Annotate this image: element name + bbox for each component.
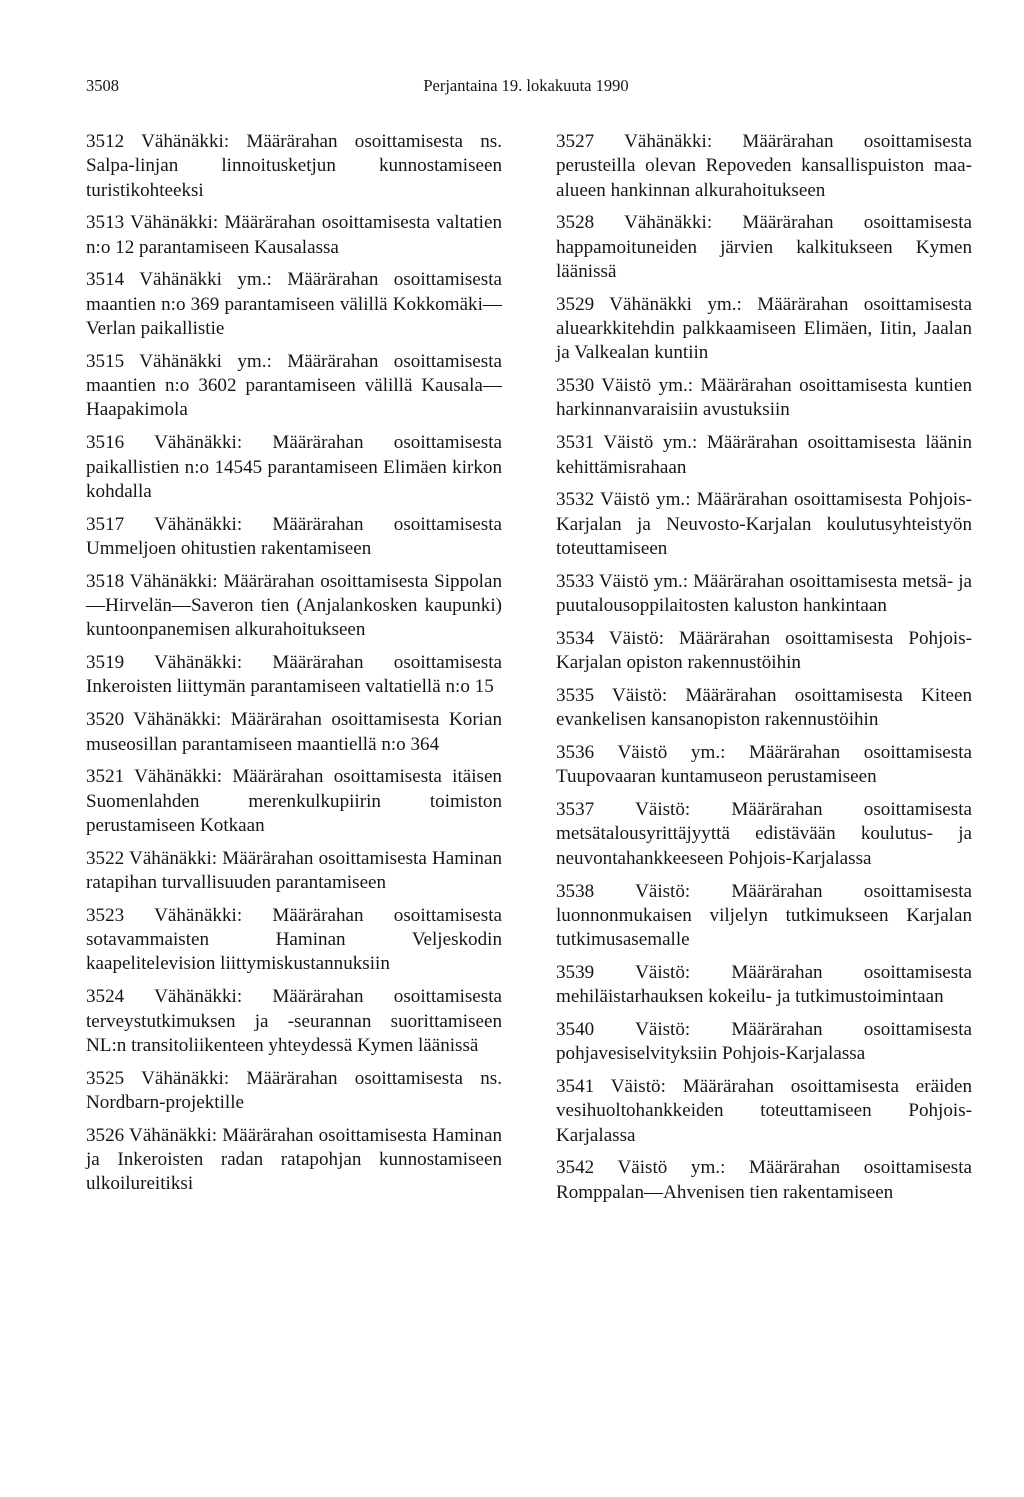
motion-number: 3512	[86, 131, 125, 152]
motion-text: Väistö ym.: Määrärahan osoittamisesta metsä- ja puutalousoppilaitosten kaluston hankintaan	[556, 570, 972, 617]
motion-number: 3534	[556, 627, 595, 649]
motion-entry	[556, 961, 972, 1010]
motion-number: 3535	[556, 684, 595, 706]
motion-text: Vähänäkki: Määrärahan osoittamisesta perusteilla olevan Repoveden kansallispuiston maa-alueen hankinnan alkurahoitukseen	[556, 131, 972, 201]
left-column	[86, 130, 502, 1205]
motion-text: Väistö: Määrärahan osoittamisesta pohjavesiselvityksiin Pohjois-Karjalassa	[556, 1019, 972, 1065]
motion-text: Väistö: Määrärahan osoittamisesta luonnonmukaisen viljelyn tutkimukseen Karjalan tutkimusasemalle	[556, 880, 972, 951]
motion-text: Vähänäkki: Määrärahan osoittamisesta itäisen Suomenlahden merenkulkupiirin toimiston perustamiseen Kotkaan	[86, 766, 502, 836]
motion-number: 3516	[86, 432, 125, 454]
motion-entry	[86, 268, 502, 341]
motion-entry	[556, 570, 972, 619]
motion-entry	[86, 708, 502, 757]
motion-text: Väistö ym.: Määrärahan osoittamisesta Tuupovaaran kuntamuseon perustamiseen	[556, 742, 972, 788]
motion-entry	[556, 684, 972, 733]
motion-entry	[86, 350, 502, 423]
motion-text: Väistö: Määrärahan osoittamisesta Kiteen evankelisen kansanopiston rakennustöihin	[556, 684, 972, 731]
motion-entry	[86, 211, 502, 260]
motion-number: 3513	[86, 212, 125, 234]
motion-number: 3538	[556, 880, 595, 902]
motion-entry	[86, 651, 502, 700]
motion-number: 3519	[86, 652, 125, 674]
motion-text: Vähänäkki: Määrärahan osoittamisesta happamoituneiden järvien kalkitukseen Kymen läänissä	[556, 212, 972, 282]
motion-entry	[86, 570, 502, 643]
motion-number: 3524	[86, 986, 125, 1008]
motion-text: Väistö ym.: Määrärahan osoittamisesta Romppalan—Ahvenisen tien rakentamiseen	[556, 1157, 972, 1203]
motion-entry	[86, 130, 502, 203]
motion-text: Vähänäkki ym.: Määrärahan osoittamisesta maantien n:o 3602 parantamiseen välillä Kausala—Haapakimola	[86, 350, 502, 421]
motion-entry	[556, 130, 972, 203]
motion-entry	[556, 741, 972, 790]
motion-entry	[86, 1124, 502, 1197]
motion-text: Väistö ym.: Määrärahan osoittamisesta Pohjois-Karjalan ja Neuvosto-Karjalan koulutusyhteistyön toteuttamiseen	[556, 489, 972, 559]
motion-text: Vähänäkki: Määrärahan osoittamisesta valtatien n:o 12 parantamiseen Kausalassa	[86, 212, 502, 258]
motion-number: 3530	[556, 375, 595, 397]
motion-text: Vähänäkki ym.: Määrärahan osoittamisesta maantien n:o 369 parantamiseen välillä Kokkomäki—Verlan paikallistie	[86, 269, 502, 340]
motion-number: 3537	[556, 799, 595, 821]
motion-number: 3515	[86, 350, 125, 372]
motion-text: Vähänäkki: Määrärahan osoittamisesta terveystutkimuksen ja -seurannan suorittamiseen NL:n transitoliikenteen yhteydessä Kymen läänissä	[86, 986, 502, 1056]
motion-entry	[86, 904, 502, 977]
motion-entry	[556, 1156, 972, 1205]
motion-number: 3527	[556, 131, 595, 152]
motion-text: Väistö ym.: Määrärahan osoittamisesta läänin kehittämisrahaan	[556, 432, 973, 478]
motion-number: 3533	[556, 570, 595, 592]
motion-number: 3517	[86, 513, 125, 535]
motion-entry	[86, 431, 502, 504]
motion-number: 3521	[86, 766, 125, 788]
motion-text: Väistö: Määrärahan osoittamisesta metsätalousyrittäjyyttä edistävään koulutus- ja neuvontahankkeeseen Pohjois-Karjalassa	[556, 799, 972, 869]
motion-number: 3525	[86, 1067, 125, 1089]
motion-text: Vähänäkki: Määrärahan osoittamisesta Korian museosillan parantamiseen maantiellä n:o 364	[86, 709, 502, 755]
motion-entry	[86, 765, 502, 838]
motion-text: Vähänäkki ym.: Määrärahan osoittamisesta aluearkkitehdin palkkaamiseen Elimäen, Iitin, Jaalan ja Valkealan kuntiin	[556, 293, 972, 364]
motion-text: Vähänäkki: Määrärahan osoittamisesta Haminan ratapihan turvallisuuden parantamiseen	[86, 847, 502, 894]
motion-text: Vähänäkki: Määrärahan osoittamisesta Sippolan—Hirvelän—Saveron tien (Anjalankosken kaupunki) kuntoonpanemisen alkurahoitukseen	[86, 570, 502, 641]
motion-entry	[86, 985, 502, 1058]
page-number: 3508	[86, 76, 119, 95]
page-header	[86, 76, 966, 102]
motion-entry	[556, 1018, 972, 1067]
motion-number: 3536	[556, 742, 595, 764]
motion-text: Vähänäkki: Määrärahan osoittamisesta ns. Salpa-linjan linnoitusketjun kunnostamiseen turistikohteeksi	[86, 131, 502, 201]
running-head: Perjantaina 19. lokakuuta 1990	[423, 76, 629, 95]
motion-text: Vähänäkki: Määrärahan osoittamisesta Haminan ja Inkeroisten radan ratapohjan kunnostamiseen ulkoilureitiksi	[86, 1124, 502, 1195]
motion-entry	[556, 293, 972, 366]
motion-entry	[556, 374, 972, 423]
motion-entry	[556, 488, 972, 561]
motion-text: Väistö: Määrärahan osoittamisesta Pohjois-Karjalan opiston rakennustöihin	[556, 627, 972, 674]
motion-text: Väistö ym.: Määrärahan osoittamisesta kuntien harkinnanvaraisiin avustuksiin	[556, 375, 972, 421]
motion-number: 3529	[556, 293, 595, 315]
right-column	[556, 130, 972, 1214]
motion-number: 3520	[86, 709, 125, 731]
motion-entry	[86, 513, 502, 562]
motion-number: 3540	[556, 1019, 595, 1040]
motion-number: 3532	[556, 489, 595, 511]
motion-text: Vähänäkki: Määrärahan osoittamisesta Inkeroisten liittymän parantamiseen valtatiellä n:o 15	[86, 652, 502, 698]
motion-number: 3514	[86, 269, 125, 291]
motion-text: Vähänäkki: Määrärahan osoittamisesta sotavammaisten Haminan Veljeskodin kaapelitelevision liittymiskustannuksiin	[86, 904, 502, 975]
motion-text: Väistö: Määrärahan osoittamisesta eräiden vesihuoltohankkeiden toteuttamiseen Pohjois-Karjalassa	[556, 1076, 972, 1146]
motion-number: 3539	[556, 961, 595, 983]
motion-entry	[556, 1075, 972, 1148]
motion-number: 3518	[86, 570, 125, 592]
motion-entry	[86, 847, 502, 896]
motion-entry	[556, 431, 972, 480]
motion-text: Väistö: Määrärahan osoittamisesta mehiläistarhauksen kokeilu- ja tutkimustoimintaan	[556, 961, 972, 1008]
motion-entry	[556, 880, 972, 953]
motion-entry	[86, 1067, 502, 1116]
motion-entry	[556, 627, 972, 676]
motion-text: Vähänäkki: Määrärahan osoittamisesta paikallistien n:o 14545 parantamiseen Elimäen kirkon kohdalla	[86, 432, 502, 502]
motion-number: 3528	[556, 212, 595, 234]
motion-entry	[556, 211, 972, 284]
motion-number: 3523	[86, 904, 125, 926]
motion-number: 3522	[86, 847, 125, 869]
motion-number: 3542	[556, 1157, 595, 1179]
motion-number: 3531	[556, 432, 595, 454]
motion-entry	[556, 798, 972, 871]
motion-number: 3541	[556, 1076, 595, 1098]
motion-text: Vähänäkki: Määrärahan osoittamisesta Ummeljoen ohitustien rakentamiseen	[86, 513, 502, 559]
motion-text: Vähänäkki: Määrärahan osoittamisesta ns. Nordbarn-projektille	[86, 1067, 502, 1113]
motion-number: 3526	[86, 1124, 125, 1146]
